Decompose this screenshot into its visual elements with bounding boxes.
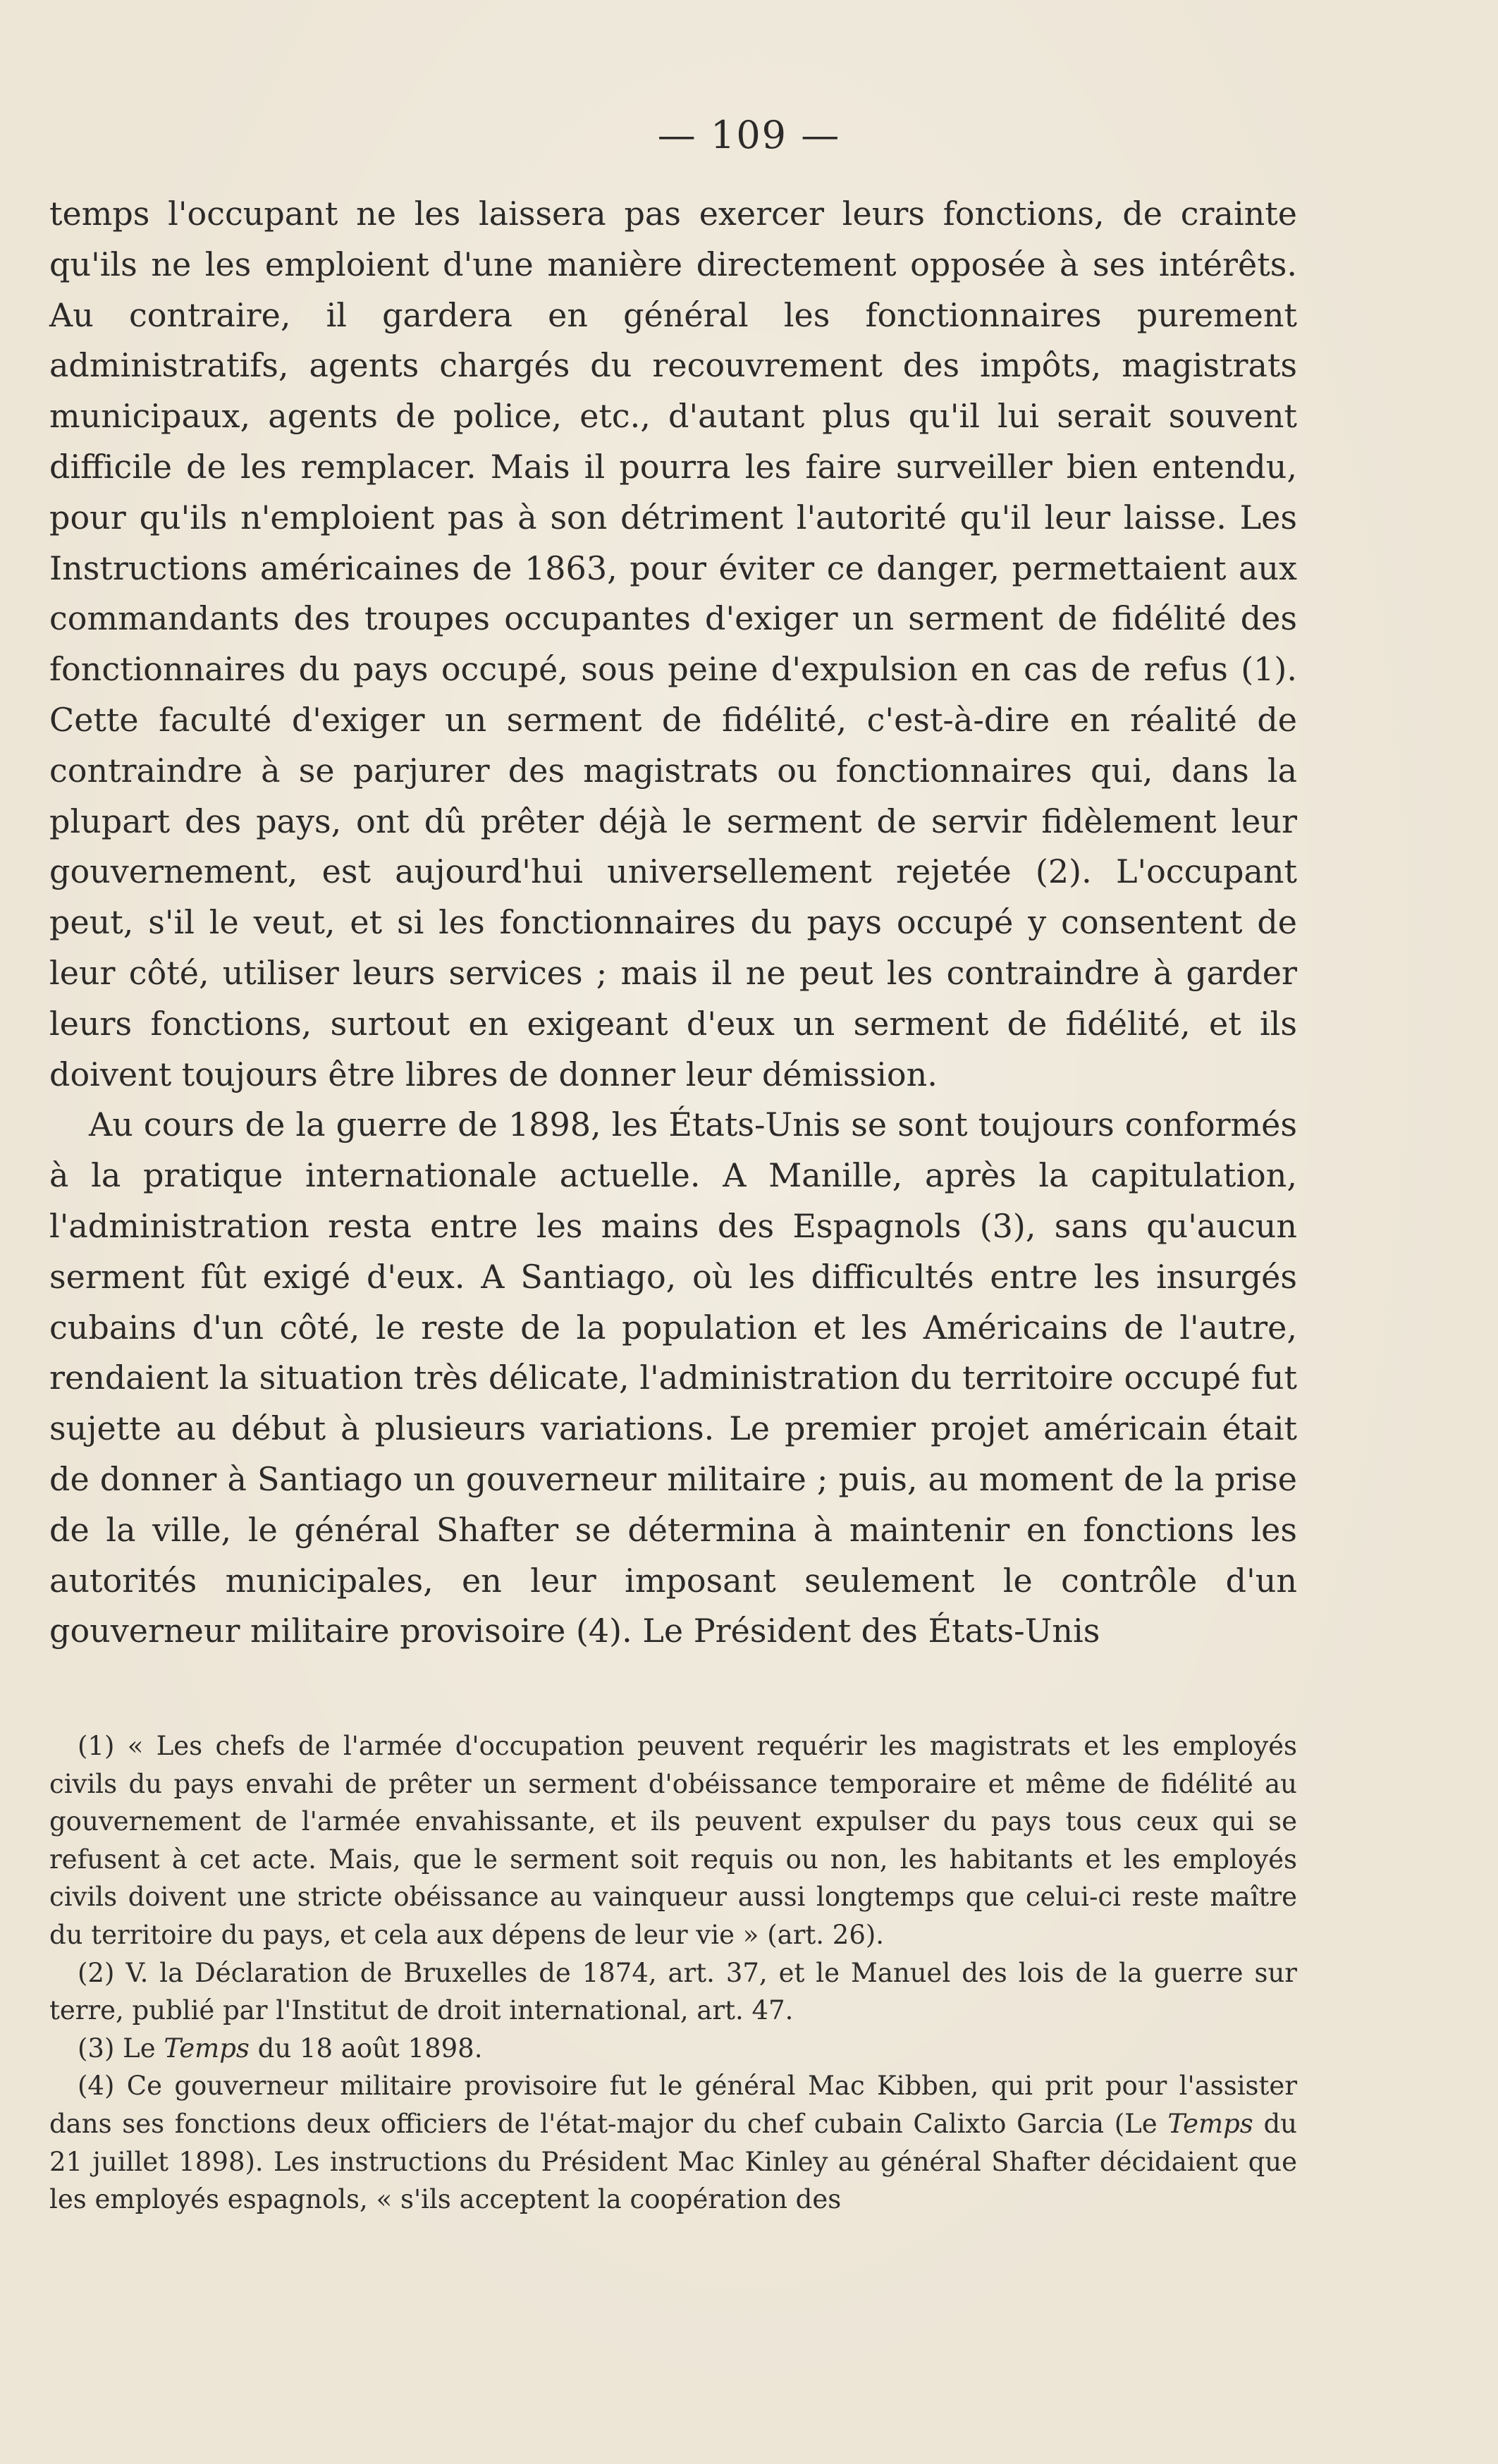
- paragraph: Au cours de la guerre de 1898, les États-Unis se sont toujours conformés à la pratique internationale actuelle. A Manille, après la capitulation, l'administration resta entre les mains des Espagnols (3), sans qu'aucun serment fût exigé d'eux. A Santiago, où les difficultés entre les insurgés cubains d'un côté, le reste de la population et les Américains de l'autre, rendaient la situation très délicate, l'administration du territoire occupé fut sujette au début à plusieurs variations. Le premier projet américain était de donner à Santiago un gouverneur militaire ; puis, au moment de la prise de la ville, le général Shafter se détermina à maintenir en fonctions les autorités municipales, en leur imposant seulement le contrôle d'un gouverneur militaire provisoire (4). Le Président des États-Unis: [49, 1105, 1297, 1650]
- footnote-4: [49, 2067, 1297, 2218]
- footnote-1: (1) « Les chefs de l'armée d'occupation peuvent requérir les magistrats et les employés civils du pays envahi de prêter un serment d'obéissance temporaire et même de fidélité au gouvernement de l'armée envahissante, et ils peuvent expulser du pays tous ceux qui se refusent à cet acte. Mais, que le serment soit requis ou non, les habitants et les employés civils doivent une stricte obéissance au vainqueur aussi longtemps que celui-ci reste maître du territoire du pays, et cela aux dépens de leur vie » (art. 26).: [49, 1731, 1297, 1950]
- main-text: [49, 189, 1297, 1657]
- footnote-4-continuation: du 21 juillet 1898). Les instructions du Président Mac Kinley au général Shafter décidaient que les employés espagnols, « s'ils acceptent la coopération des: [49, 2108, 1297, 2215]
- footnote-3-text: (3) Le: [78, 2033, 164, 2064]
- newspaper-title: Temps: [164, 2033, 250, 2064]
- paragraph: temps l'occupant ne les laissera pas exercer leurs fonctions, de crainte qu'ils ne les emploient d'une manière directement opposée à ses intérêts. Au contraire, il gardera en général les fonctionnaires purement administratifs, agents chargés du recouvrement des impôts, magistrats municipaux, agents de police, etc., d'autant plus qu'il lui serait souvent difficile de les remplacer. Mais il pourra les faire surveiller bien entendu, pour qu'ils n'emploient pas à son détriment l'autorité qu'il leur laisse. Les Instructions américaines de 1863, pour éviter ce danger, permettaient aux commandants des troupes occupantes d'exiger un serment de fidélité des fonctionnaires du pays occupé, sous peine d'expulsion en cas de refus (1). Cette faculté d'exiger un serment de fidélité, c'est-à-dire en réalité de contraindre à se parjurer des magistrats ou fonctionnaires qui, dans la plupart des pays, ont dû prêter déjà le serment de servir fidèlement leur gouvernement, est aujourd'hui universellement rejetée (2). L'occupant peut, s'il le veut, et si les fonctionnaires du pays occupé y consentent de leur côté, utiliser leurs services ; mais il ne peut les contraindre à garder leurs fonctions, surtout en exigeant d'eux un serment de fidélité, et ils doivent toujours être libres de donner leur démission.: [49, 195, 1297, 1093]
- footnote-2: (2) V. la Déclaration de Bruxelles de 1874, art. 37, et le Manuel des lois de la guerre sur terre, publié par l'Institut de droit international, art. 47.: [49, 1957, 1297, 2026]
- footnote-3: [49, 2030, 1297, 2068]
- footnotes: [49, 1727, 1297, 2219]
- newspaper-title: Temps: [1167, 2108, 1253, 2139]
- footnote-4-text: (4) Ce gouverneur militaire provisoire fut le général Mac Kibben, qui prit pour l'assister dans ses fonctions deux officiers de l'état-major du chef cubain Calixto Garcia (Le: [49, 2071, 1297, 2139]
- page-number: — 109 —: [657, 113, 841, 157]
- footnote-3-date: du 18 août 1898.: [249, 2033, 483, 2064]
